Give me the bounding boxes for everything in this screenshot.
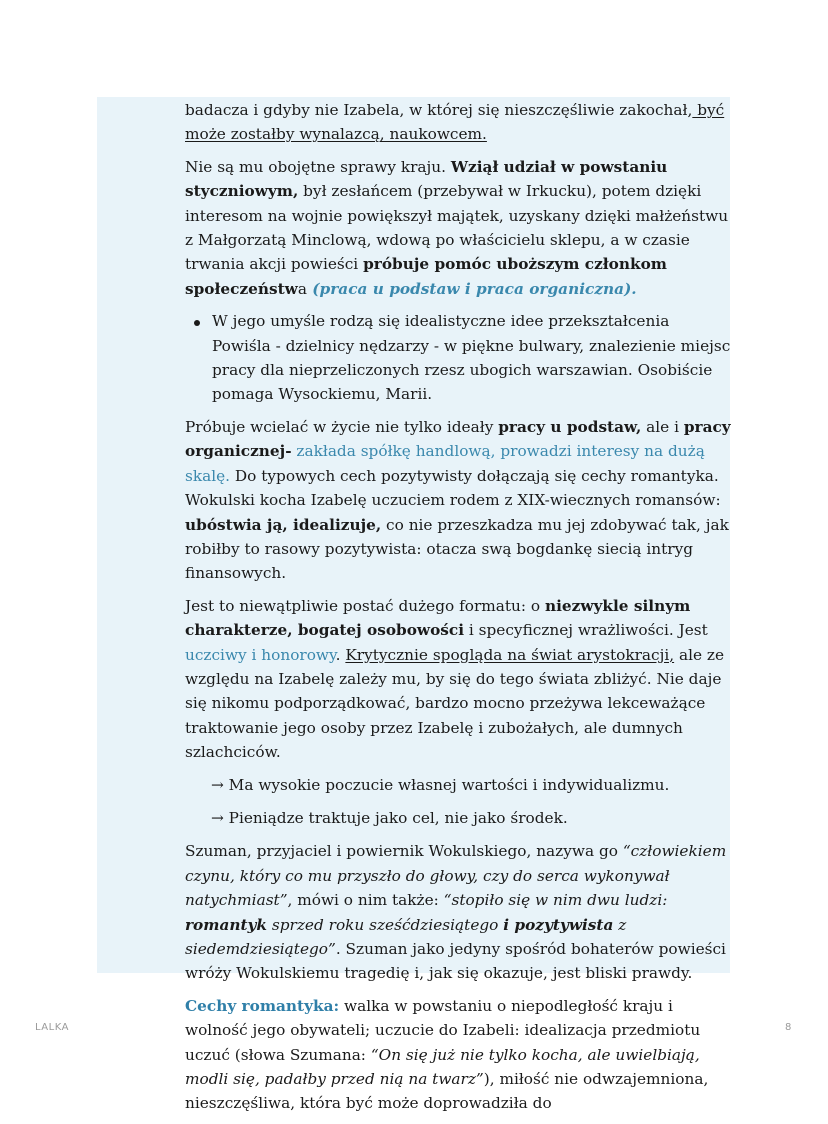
section-label: Cechy romantyka: bbox=[185, 996, 340, 1015]
underlined-phrase: Krytycznie spogląda na świat arystokracji, bbox=[345, 645, 675, 664]
underlined-phrase: być może zostałby wynalazcą, naukowcem. bbox=[185, 101, 725, 144]
paragraph-szuman: Szuman, przyjaciel i powiernik Wokulskiego, nazywa go “człowiekiem czynu, który co mu przyszło do głowy, czy do serca wykonywał natychmiast”, mówi o nim także: “stopiło się w nim dwu ludzi: romantyk sprzed roku sześćdziesiątego i pozytywista z siedemdziesiątego”. Szuman jako jedyny spośród bohaterów powieści wróży Wokulskiemu tragedię i, jak się okazuje, jest bliski prawdy. bbox=[185, 842, 727, 983]
content-panel bbox=[97, 97, 731, 1113]
highlighted-phrase: zakłada spółkę handlową, prowadzi interesy na dużą skalę. bbox=[185, 442, 705, 485]
highlighted-phrase: uczciwy i honorowy bbox=[185, 645, 336, 664]
page-number: 8 bbox=[785, 1022, 792, 1033]
bullet-list bbox=[185, 309, 731, 407]
arrow-note: → Ma wysokie poczucie własnej wartości i indywidualizmu. bbox=[211, 775, 670, 794]
paragraph-romantic-traits: Cechy romantyka: walka w powstaniu o niepodległość kraju i wolność jego obywateli; uczucie do Izabeli: idealizacja przedmiotu uczuć (słowa Szumana: “On się już nie tylko kocha, ale uwielbiają, modli się, padałby przed nią na twarz”), miłość nie odwzajemniona, nieszczęśliwa, która być może doprowadziła do bbox=[185, 996, 709, 1113]
paragraph-intro: badacza i gdyby nie Izabela, w której się nieszczęśliwie zakochał, być może zostałby wynalazcą, naukowcem. bbox=[185, 101, 725, 144]
paragraph-ideals: Próbuje wcielać w życie nie tylko ideały pracy u podstaw, ale i pracy organicznej- zakłada spółkę handlową, prowadzi interesy na dużą skalę. Do typowych cech pozytywisty dołączają się cechy romantyka. Wokulski kocha Izabelę uczuciem rodem z XIX-wiecznych romansów: ubóstwia ją, idealizuje, co nie przeszkadza mu jej zdobywać tak, jak robiłby to rasowy pozytywista: otacza swą bogdankę siecią intryg finansowych. bbox=[185, 417, 731, 583]
paragraph-character: Jest to niewątpliwie postać dużego formatu: o niezwykle silnym charakterze, bogatej osobowości i specyficznej wrażliwości. Jest uczciwy i honorowy. Krytycznie spogląda na świat arystokracji, ale ze względu na Izabelę zależy mu, by się do tego świata zbliżyć. Nie daje się nikomu podporządkować, bardzo mocno przeżywa lekceważące traktowanie jego osoby przez Izabelę i zubożałych, ale dumnych szlachciców. bbox=[185, 596, 725, 762]
page-text bbox=[185, 98, 731, 1124]
highlighted-phrase: (praca u podstaw i praca organiczna). bbox=[306, 279, 637, 298]
footer-title: LALKA bbox=[35, 1022, 69, 1033]
list-item: W jego umyśle rodzą się idealistyczne idee przekształcenia Powiśla - dzielnicy nędzarzy - w piękne bulwary, znalezienie miejsc pracy dla nieprzeliczonych rzesz ubogich warszawian. Osobiście pomaga Wysockiemu, Marii. bbox=[212, 309, 731, 407]
arrow-note: → Pieniądze traktuje jako cel, nie jako środek. bbox=[211, 808, 568, 827]
bullet-icon bbox=[194, 320, 200, 326]
paragraph-country: Nie są mu obojętne sprawy kraju. Wziął udział w powstaniu styczniowym, był zesłańcem (przebywał w Irkucku), potem dzięki interesom na wojnie powiększył majątek, uzyskany dzięki małżeństwu z Małgorzatą Minclową, wdową po właścicielu sklepu, a w czasie trwania akcji powieści próbuje pomóc uboższym członkom społeczeństwa (praca u podstaw i praca organiczna). bbox=[185, 157, 729, 298]
